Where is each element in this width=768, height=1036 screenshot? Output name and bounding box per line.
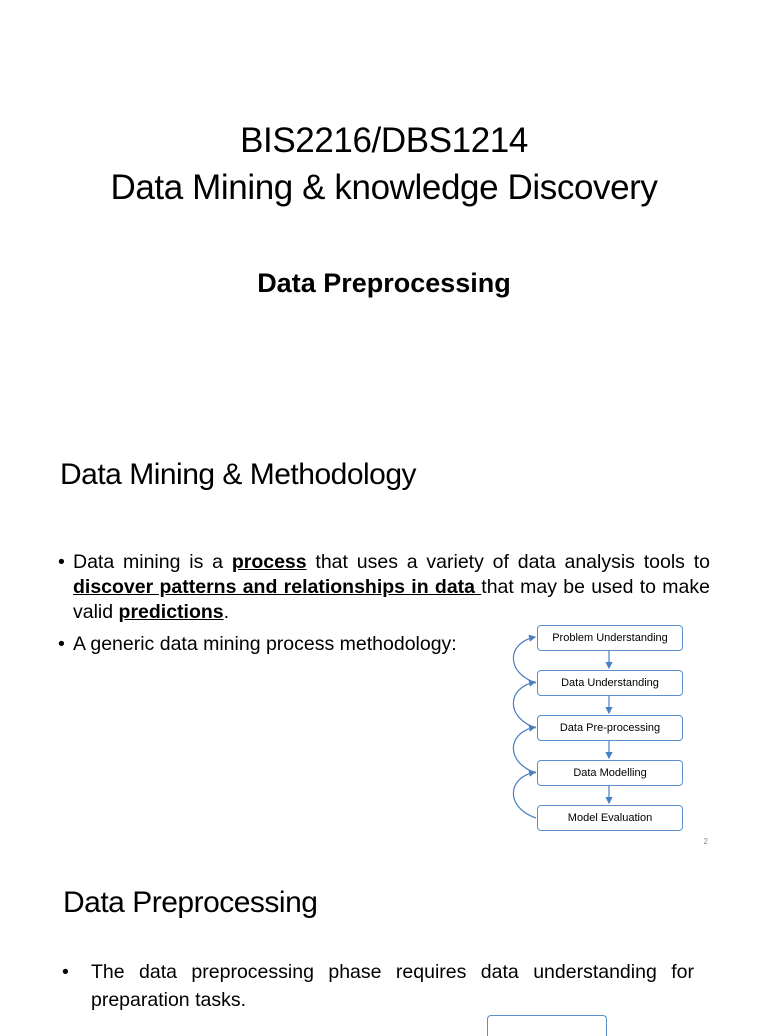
flow-step-model-evaluation: Model Evaluation xyxy=(537,805,683,831)
feedback-arrow xyxy=(513,682,536,728)
preprocessing-slide xyxy=(0,850,768,1024)
process-flow-diagram xyxy=(508,618,688,840)
text-run: The data preprocessing phase requires data understanding for preparation tasks. xyxy=(91,961,694,1011)
flow-step-problem-understanding: Problem Understanding xyxy=(537,625,683,651)
slide-subtitle: Data Preprocessing xyxy=(257,268,511,298)
text-run: that may be used to make valid xyxy=(73,576,710,623)
feedback-arrow xyxy=(513,727,536,773)
bullet-dot: • xyxy=(58,633,65,655)
bullet-list xyxy=(62,958,694,1014)
course-code: BIS2216/DBS1214 xyxy=(240,121,528,160)
page-number: 2 xyxy=(703,837,708,846)
emphasis-discover: discover patterns and relationships in data xyxy=(73,576,482,598)
text-run: . xyxy=(223,601,230,623)
slide-heading: Data Mining & Methodology xyxy=(60,458,417,491)
course-name: Data Mining & knowledge Discovery xyxy=(110,168,658,207)
diagram-box-partial xyxy=(487,1015,607,1036)
bullet-dot: • xyxy=(58,551,65,573)
feedback-arrow xyxy=(513,772,536,818)
bullet-dot: • xyxy=(62,961,69,983)
flow-step-data-understanding: Data Understanding xyxy=(537,670,683,696)
text-run: Data mining is a xyxy=(73,551,232,573)
slide-heading: Data Preprocessing xyxy=(63,886,318,919)
feedback-arrow xyxy=(513,637,536,683)
emphasis-predictions: predictions xyxy=(118,601,224,623)
methodology-slide xyxy=(0,420,768,850)
title-slide xyxy=(0,0,768,420)
emphasis-process: process xyxy=(231,551,307,573)
flow-step-data-modelling: Data Modelling xyxy=(537,760,683,786)
text-run: A generic data mining process methodology: xyxy=(73,633,457,655)
bullet-item-preprocessing xyxy=(62,958,694,1014)
text-run: that uses a variety of data analysis tools to xyxy=(306,551,711,573)
flow-step-data-preprocessing: Data Pre-processing xyxy=(537,715,683,741)
bullet-item-definition xyxy=(58,550,710,625)
course-title xyxy=(0,117,768,211)
